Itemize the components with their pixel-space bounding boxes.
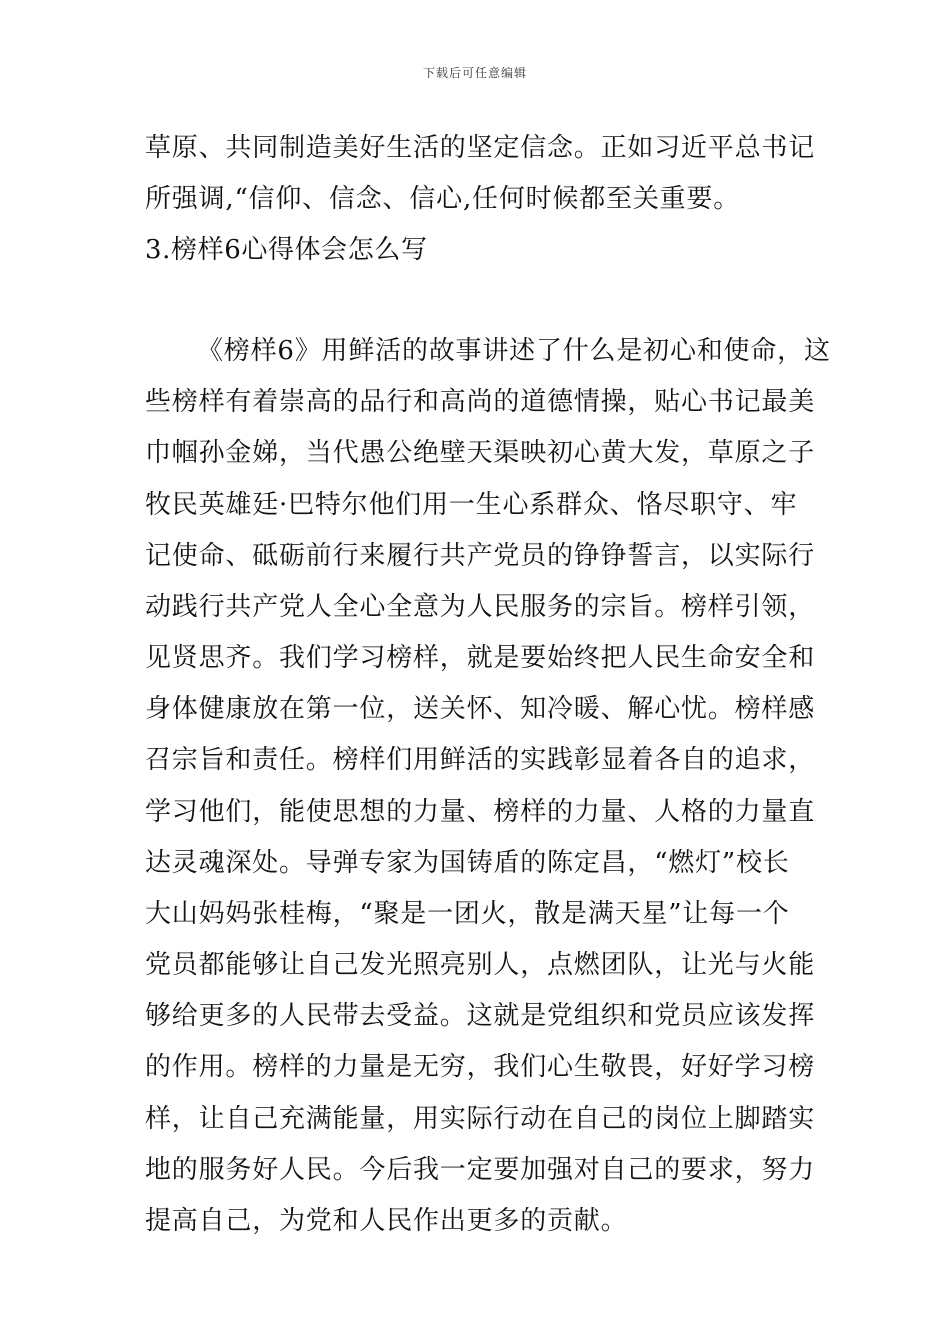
body-line: 召宗旨和责任。榜样们用鲜活的实践彰显着各自的追求， (145, 745, 816, 775)
body-line: 巾帼孙金娣，当代愚公绝壁天渠映初心黄大发，草原之子 (145, 438, 816, 468)
body-line: 牧民英雄廷·巴特尔他们用一生心系群众、恪尽职守、牢 (145, 490, 798, 520)
intro-line: 所强调,“信仰、信念、信心,任何时候都至关重要。 (145, 184, 741, 214)
body-line: 样，让自己充满能量，用实际行动在自己的岗位上脚踏实 (145, 1104, 816, 1134)
body-line: 见贤思齐。我们学习榜样，就是要始终把人民生命安全和 (145, 643, 816, 673)
body-line: 地的服务好人民。今后我一定要加强对自己的要求，努力 (145, 1155, 816, 1185)
section-heading: 3.榜样6心得体会怎么写 (145, 235, 428, 265)
intro-line: 草原、共同制造美好生活的坚定信念。正如习近平总书记 (145, 133, 816, 163)
body-line: 记使命、砥砺前行来履行共产党员的铮铮誓言，以实际行 (145, 541, 816, 571)
body-line: 动践行共产党人全心全意为人民服务的宗旨。榜样引领， (145, 592, 816, 622)
body-line: 党员都能够让自己发光照亮别人，点燃团队，让光与火能 (145, 950, 816, 980)
body-line: 提高自己，为党和人民作出更多的贡献。 (145, 1206, 628, 1236)
body-line: 《榜样6》用鲜活的故事讲述了什么是初心和使命，这 (197, 336, 831, 366)
page-header: 下载后可任意编辑 (422, 66, 527, 80)
body-line: 够给更多的人民带去受益。这就是党组织和党员应该发挥 (145, 1001, 816, 1031)
body-line: 些榜样有着崇高的品行和高尚的道德情操，贴心书记最美 (145, 387, 816, 417)
body-line: 大山妈妈张桂梅，“聚是一团火，散是满天星”让每一个 (145, 899, 790, 929)
body-line: 学习他们，能使思想的力量、榜样的力量、人格的力量直 (145, 797, 816, 827)
body-line: 身体健康放在第一位，送关怀、知冷暖、解心忧。榜样感 (145, 694, 816, 724)
body-line: 的作用。榜样的力量是无穷，我们心生敬畏，好好学习榜 (145, 1052, 816, 1082)
body-line: 达灵魂深处。导弹专家为国铸盾的陈定昌，“燃灯”校长 (145, 848, 790, 878)
